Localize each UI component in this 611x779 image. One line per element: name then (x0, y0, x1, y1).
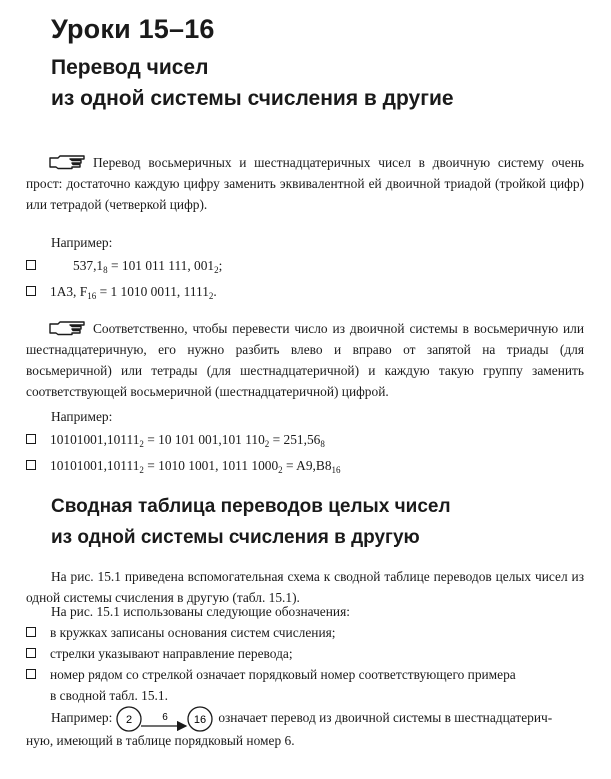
intro-paragraph (26, 152, 584, 215)
notation-item-3: номер рядом со стрелкой означает порядковый номер соответствующего примера (26, 664, 516, 685)
base-to-label: 16 (194, 714, 207, 726)
example-item-4: $10101001,10111_2 = 1010$ 1001, 1011 $1000_2 = A9,B8_{16}$ (26, 455, 341, 476)
checkbox-bullet-icon (26, 460, 36, 470)
base-from-label: 2 (126, 714, 133, 726)
lesson-heading-line1: Перевод чисел (51, 56, 209, 79)
notation-item-2: стрелки указывают направление перевода; (26, 643, 293, 664)
example-number-label: 6 (162, 712, 169, 723)
checkbox-bullet-icon (26, 286, 36, 296)
pointing-hand-icon (48, 320, 88, 336)
example-label-1: Например: (51, 235, 113, 250)
example-item-1: $537,1_8 = 101$ 011 111, $001_2$; (26, 255, 222, 276)
section-heading-line2: из одной системы счисления в другую (51, 527, 420, 548)
final-example-label: Например: (51, 710, 113, 726)
checkbox-bullet-icon (26, 669, 36, 679)
notation-item-1: в кружках записаны основания систем счисления; (26, 622, 336, 643)
pointing-hand-icon (48, 154, 88, 170)
figure-intro-paragraph: На рис. 15.1 приведена вспомогательная схема к сводной таблице переводов целых чисел из одной системы счисления в другую (табл. 15.1). (26, 569, 584, 605)
final-example-text-2: ную, имеющий в таблице порядковый номер 6. (26, 733, 295, 748)
final-example-text-1: означает перевод из двоичной системы в шестнадцатерич- (218, 710, 553, 726)
lesson-heading-line2: из одной системы счисления в другие (51, 87, 454, 110)
notation-item-3-continued: в сводной табл. 15.1. (50, 688, 168, 703)
binary-to-octal-paragraph (26, 318, 584, 402)
second-text: Соответственно, чтобы перевести число из двоичной системы в восьмеричную или шестнадцатеричную, его нужно разбить влево и вправо от запятой на триады (для восьмеричной) или тетрады (для шестнадцатеричной) и каждую такую группу заменить соответствующей восьмеричной (шестнадцатеричной) цифрой. (26, 321, 584, 399)
example-label-2: Например: (51, 409, 113, 424)
checkbox-bullet-icon (26, 648, 36, 658)
section-heading-line1: Сводная таблица переводов целых чисел (51, 496, 451, 517)
intro-text: Перевод восьмеричных и шестнадцатеричных чисел в двоичную систему очень прост: достаточно каждую цифру заменить эквивалентной ей двоичной триадой (тройкой цифр) или тетрадой (четверкой цифр). (26, 155, 584, 212)
example-item-2: 1A3, $F_{16} = 1$ 1010 0011, $1111_2$. (26, 281, 217, 302)
checkbox-bullet-icon (26, 434, 36, 444)
checkbox-bullet-icon (26, 260, 36, 270)
checkbox-bullet-icon (26, 627, 36, 637)
notation-intro: На рис. 15.1 использованы следующие обозначения: (51, 604, 350, 619)
page-title: Уроки 15–16 (51, 14, 215, 44)
example-item-3: $10101001,10111_2 = 10$ 101 001,101 $110_2 = 251,56_8$ (26, 429, 325, 450)
